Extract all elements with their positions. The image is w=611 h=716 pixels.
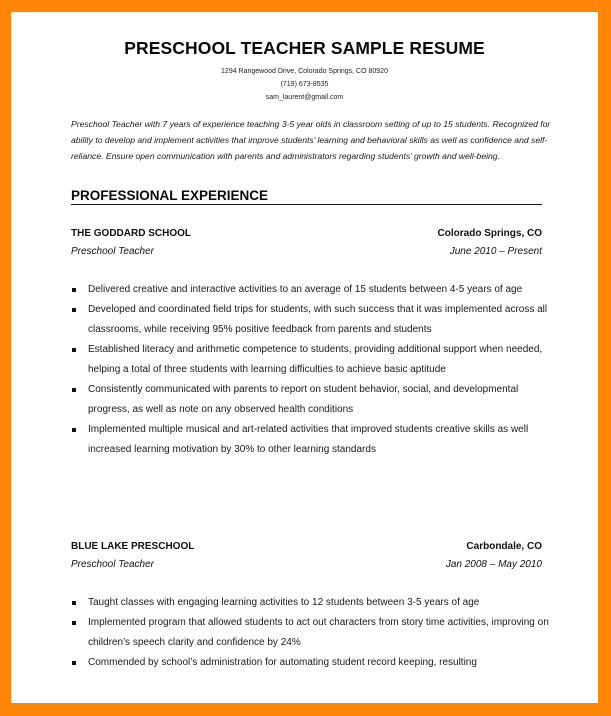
bullet-text: Developed and coordinated field trips for students, with such success that it was implemented across all classrooms, while receiving 95% positive feedback from parents and students [88, 304, 548, 335]
resume-title: PRESCHOOL TEACHER SAMPLE RESUME [124, 38, 485, 58]
contact-phone: (719) 673-8535 [280, 81, 329, 88]
list-item [71, 340, 551, 380]
resume-page [11, 12, 598, 703]
list-item [71, 380, 551, 420]
job-dates: June 2010 – Present [449, 246, 542, 257]
list-item [71, 280, 551, 300]
list-item [71, 613, 551, 653]
list-item [71, 653, 551, 673]
job-header [71, 225, 542, 261]
bullet-icon [72, 288, 76, 292]
job-employer: BLUE LAKE PRESCHOOL [71, 541, 195, 552]
bullet-text: Consistently communicated with parents to report on student behavior, social, and developmental progress, as well as note on any observed health conditions [88, 384, 519, 415]
bullet-icon [72, 388, 76, 392]
contact-email: sam_laurent@gmail.com [265, 94, 344, 101]
bullet-text: Established literacy and arithmetic competence to students, providing additional support when needed, helping a total of three students with learning difficulties to achieve basic aptitude [88, 344, 543, 375]
contact-address: 1294 Rangewood Drive, Colorado Springs, CO 80920 [221, 68, 388, 75]
job-role: Preschool Teacher [71, 559, 155, 570]
job-dates: Jan 2008 – May 2010 [445, 559, 542, 570]
bullet-icon [72, 621, 76, 625]
bullet-text: Implemented multiple musical and art-related activities that improved students creative skills as well increased learning motivation by 30% to other learning standards [88, 424, 529, 455]
bullet-icon [72, 428, 76, 432]
bullet-icon [72, 661, 76, 665]
job-employer: THE GODDARD SCHOOL [71, 228, 191, 239]
job-bullet-list [71, 280, 551, 460]
list-item [71, 420, 551, 460]
bullet-icon [72, 601, 76, 605]
list-item [71, 300, 551, 340]
bullet-text: Commended by school’s administration for automating student record keeping, resulting [88, 657, 477, 668]
section-heading-experience: PROFESSIONAL EXPERIENCE [71, 188, 542, 205]
job-header [71, 538, 542, 574]
bullet-text: Delivered creative and interactive activities to an average of 15 students between 4-5 years of age [88, 284, 523, 295]
job-bullet-list [71, 593, 551, 673]
bullet-icon [72, 348, 76, 352]
job-location: Colorado Springs, CO [437, 228, 542, 239]
bullet-icon [72, 308, 76, 312]
job-location: Carbondale, CO [466, 541, 542, 552]
bullet-text: Taught classes with engaging learning activities to 12 students between 3-5 years of age [88, 597, 480, 608]
list-item [71, 593, 551, 613]
bullet-text: Implemented program that allowed students to act out characters from story time activities, improving on children’s speech clarity and confidence by 24% [88, 617, 549, 648]
summary-paragraph: Preschool Teacher with 7 years of experience teaching 3-5 year olds in classroom setting of up to 15 students. Recognized for ability to develop and implement activities that improve students’ learning and behavioral skills as well as confidence and self-reliance. Ensure open communication with parents and administrators regarding students’ growth and well-being. [71, 119, 551, 161]
job-role: Preschool Teacher [71, 246, 155, 257]
